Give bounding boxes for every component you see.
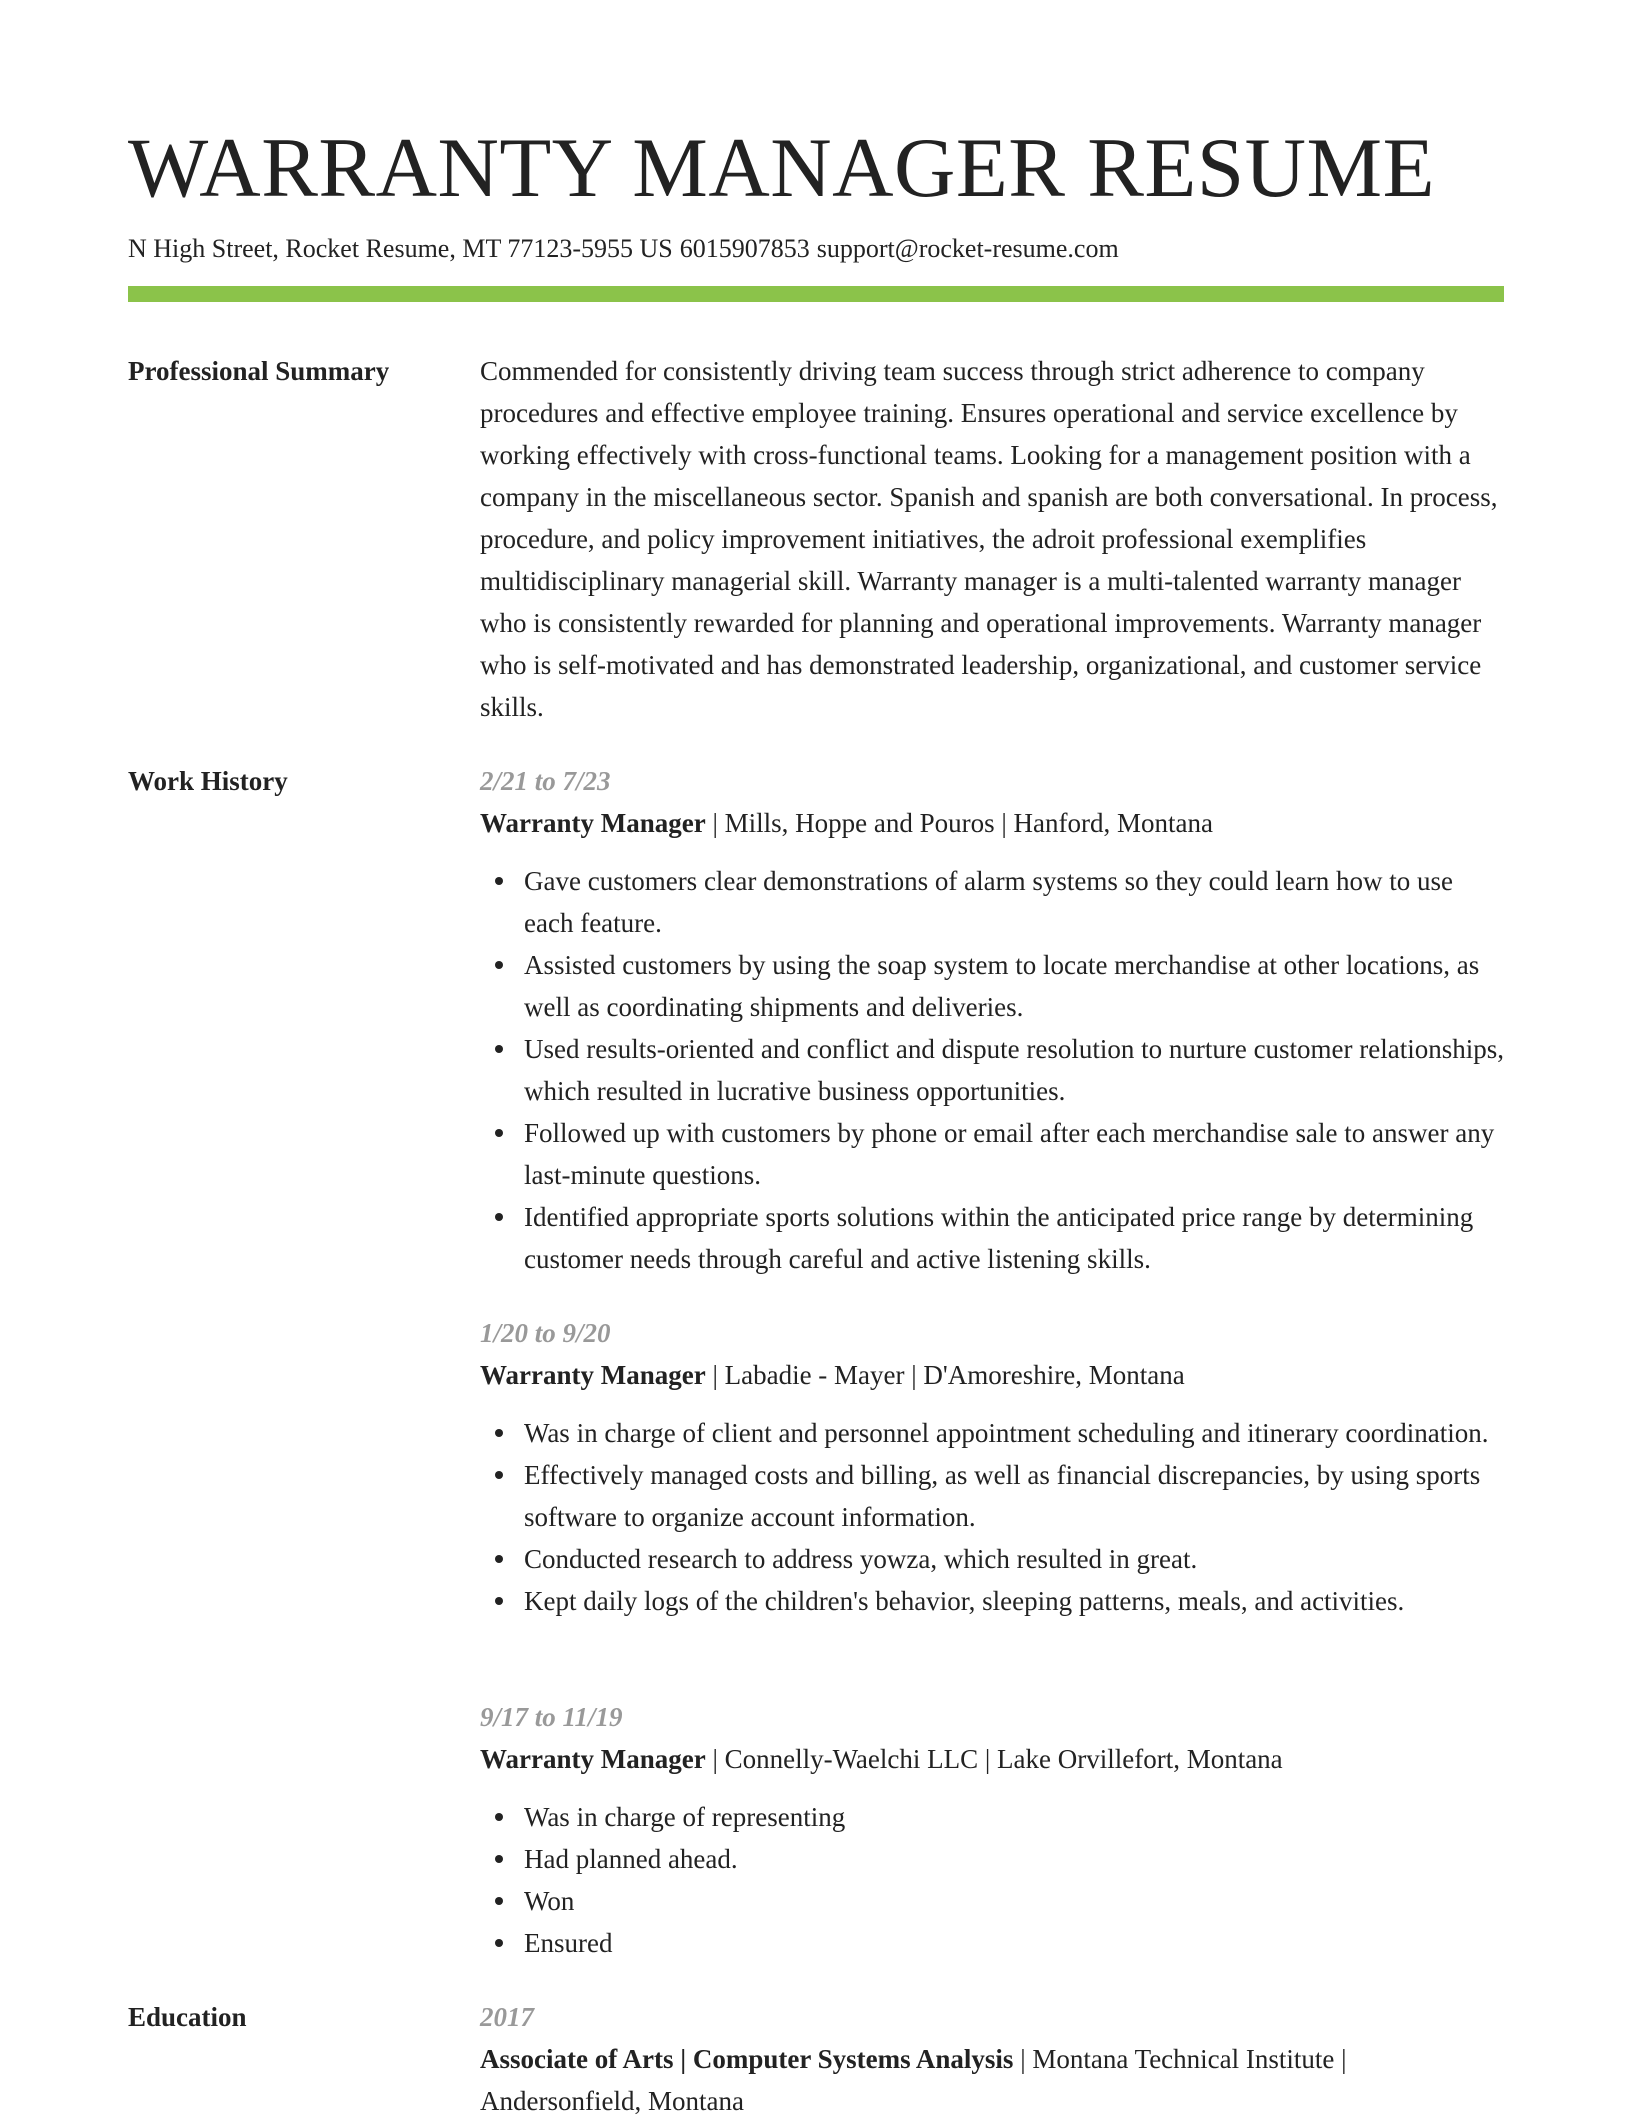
job-title: Warranty Manager — [480, 1360, 706, 1390]
job-bullet: Won — [524, 1880, 1504, 1922]
job-bullet-list — [480, 1412, 1504, 1622]
contact-line — [128, 232, 1119, 266]
summary-body — [480, 350, 1504, 728]
job-bullet-list — [480, 1796, 1504, 1964]
job-dates: 1/20 to 9/20 — [480, 1318, 611, 1348]
contact-phone: 6015907853 — [679, 234, 810, 263]
education-year: 2017 — [480, 2002, 534, 2032]
contact-address: N High Street, Rocket Resume, MT 77123-5955 US — [128, 234, 673, 263]
contact-email: support@rocket-resume.com — [816, 234, 1119, 263]
job-bullet-list — [480, 860, 1504, 1280]
job-bullet: Assisted customers by using the soap system to locate merchandise at other locations, as well as coordinating shipments and deliveries. — [524, 944, 1504, 1028]
job-bullet: Used results-oriented and conflict and dispute resolution to nurture customer relationships, which resulted in lucrative business opportunities. — [524, 1028, 1504, 1112]
accent-divider — [128, 286, 1504, 302]
education-degree: Associate of Arts | Computer Systems Analysis — [480, 2044, 1014, 2074]
section-label-education: Education — [128, 2002, 247, 2032]
resume-title: WARRANTY MANAGER RESUME — [128, 121, 1436, 215]
section-label-summary: Professional Summary — [128, 356, 390, 386]
job-bullet: Followed up with customers by phone or email after each merchandise sale to answer any last-minute questions. — [524, 1112, 1504, 1196]
job-title: Warranty Manager — [480, 808, 706, 838]
job-company-location: | Mills, Hoppe and Pouros | Hanford, Montana — [705, 808, 1213, 838]
job-entry — [480, 1312, 1504, 1622]
job-company-location: | Labadie - Mayer | D'Amoreshire, Montana — [705, 1360, 1185, 1390]
job-company-location: | Connelly-Waelchi LLC | Lake Orvillefort, Montana — [705, 1744, 1283, 1774]
job-heading — [480, 802, 1504, 844]
job-entry — [480, 1696, 1504, 1964]
job-heading — [480, 1738, 1504, 1780]
summary-text: Commended for consistently driving team success through strict adherence to company procedures and effective employee training. Ensures operational and service excellence by working effectively with cross-functional teams. Looking for a management position with a company in the miscellaneous sector. Spanish and spanish are both conversational. In process, procedure, and policy improvement initiatives, the adroit professional exemplifies multidisciplinary managerial skill. Warranty manager is a multi-talented warranty manager who is consistently rewarded for planning and operational improvements. Warranty manager who is self-motivated and has demonstrated leadership, organizational, and customer service skills. — [480, 356, 1498, 722]
job-bullet: Ensured — [524, 1922, 1504, 1964]
job-bullet: Effectively managed costs and billing, as well as financial discrepancies, by using sports software to organize account information. — [524, 1454, 1504, 1538]
job-bullet: Conducted research to address yowza, which resulted in great. — [524, 1538, 1504, 1580]
education-body — [480, 1996, 1504, 2122]
job-entry — [480, 760, 1504, 1280]
job-bullet: Kept daily logs of the children's behavior, sleeping patterns, meals, and activities. — [524, 1580, 1504, 1622]
job-bullet: Identified appropriate sports solutions within the anticipated price range by determining customer needs through careful and active listening skills. — [524, 1196, 1504, 1280]
education-institution-location: | Montana Technical Institute | Andersonfield, Montana — [480, 2044, 1347, 2116]
job-bullet: Was in charge of client and personnel appointment scheduling and itinerary coordination. — [524, 1412, 1504, 1454]
job-dates: 2/21 to 7/23 — [480, 766, 611, 796]
education-heading — [480, 2038, 1504, 2122]
job-bullet: Had planned ahead. — [524, 1838, 1504, 1880]
job-bullet: Was in charge of representing — [524, 1796, 1504, 1838]
job-title: Warranty Manager — [480, 1744, 706, 1774]
job-dates: 9/17 to 11/19 — [480, 1702, 623, 1732]
job-heading — [480, 1354, 1504, 1396]
job-bullet: Gave customers clear demonstrations of alarm systems so they could learn how to use each feature. — [524, 860, 1504, 944]
section-label-work-history: Work History — [128, 766, 288, 796]
